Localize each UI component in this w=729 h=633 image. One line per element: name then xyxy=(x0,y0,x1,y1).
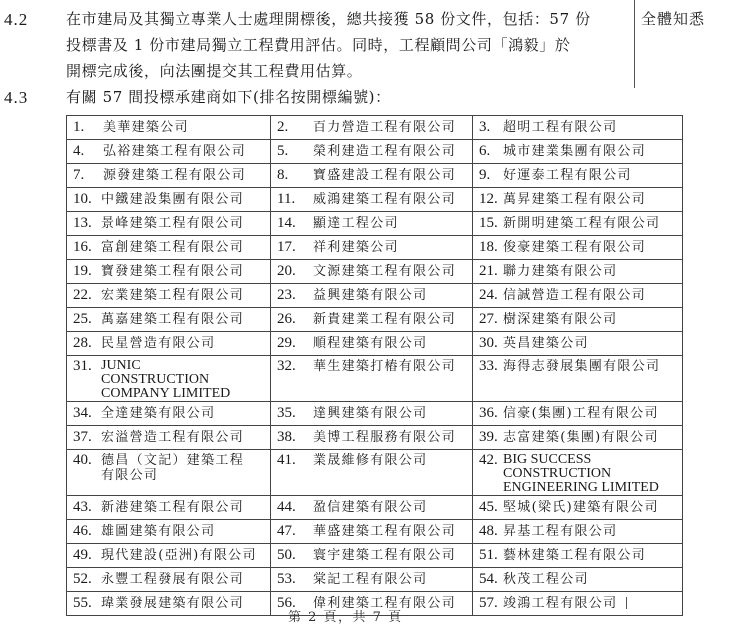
bidder-cell xyxy=(67,260,271,284)
bidder-name: 昇基工程有限公司 xyxy=(503,524,618,539)
bidder-number: 27. xyxy=(479,311,498,327)
bidder-name: 盈信建築有限公司 xyxy=(313,500,428,515)
bidder-cell xyxy=(473,260,683,284)
bidder-cell xyxy=(473,332,683,356)
table-row xyxy=(67,116,683,140)
section-4-3-heading xyxy=(66,84,636,110)
bidders-table-body xyxy=(67,116,683,616)
bidder-cell xyxy=(271,332,473,356)
bidder-number: 15. xyxy=(479,215,498,231)
bidder-name: 華盛建築工程有限公司 xyxy=(313,524,457,539)
bidder-number: 37. xyxy=(73,429,92,445)
table-row xyxy=(67,496,683,520)
bidder-name: 瑋業發展建築有限公司 xyxy=(101,596,245,611)
bidder-name: 景峰建築工程有限公司 xyxy=(101,216,245,231)
bidder-name: 現代建設(亞洲)有限公司 xyxy=(101,548,257,563)
bidder-number: 47. xyxy=(277,523,296,539)
bidder-cell xyxy=(67,496,271,520)
bidder-number: 8. xyxy=(277,167,289,183)
bidder-name: 富創建築工程有限公司 xyxy=(101,240,245,255)
bidder-cell xyxy=(67,284,271,308)
bidder-name: 信豪(集團)工程有限公司 xyxy=(503,406,659,421)
bidder-number: 25. xyxy=(73,311,92,327)
bidder-number: 43. xyxy=(73,499,92,515)
bidder-name: 聯力建築有限公司 xyxy=(503,264,618,279)
bidder-number: 31. xyxy=(73,358,92,374)
bidder-name: 達興建築有限公司 xyxy=(313,406,428,421)
bidder-name: 萬昇建築工程有限公司 xyxy=(503,192,647,207)
page-number: 第 2 頁，共 7 頁 xyxy=(288,610,403,625)
bidder-cell xyxy=(271,164,473,188)
bidder-name: 源發建築工程有限公司 xyxy=(103,168,247,183)
bidder-name: 新貴建業工程有限公司 xyxy=(313,312,457,327)
bidder-name: 偉利建築工程有限公司 xyxy=(313,596,457,611)
bidder-name: 民星營造有限公司 xyxy=(101,336,216,351)
bidder-number: 56. xyxy=(277,595,296,611)
table-row xyxy=(67,568,683,592)
bidder-number: 28. xyxy=(73,335,92,351)
bidder-cell xyxy=(473,140,683,164)
bidder-number: 45. xyxy=(479,499,498,515)
bidder-name: 俊豪建築工程有限公司 xyxy=(503,240,647,255)
bidder-number: 20. xyxy=(277,263,296,279)
bidder-name: 海得志發展集團有限公司 xyxy=(503,359,661,374)
section-number-4-3: 4.3 xyxy=(4,88,29,107)
bidder-number: 22. xyxy=(73,287,92,303)
bidder-number: 41. xyxy=(277,452,296,468)
bidder-number: 35. xyxy=(277,405,296,421)
bidder-name: 顯達工程公司 xyxy=(313,216,399,231)
bidder-number: 7. xyxy=(73,167,85,183)
paragraph-line: 在市建局及其獨立專業人士處理開標後，總共接獲 58 份文件，包括：57 份 xyxy=(66,10,591,28)
bidder-number: 48. xyxy=(479,523,498,539)
bidder-number: 2. xyxy=(277,119,289,135)
bidder-cell xyxy=(67,236,271,260)
bidder-name: 順程建築有限公司 xyxy=(313,336,428,351)
table-row xyxy=(67,212,683,236)
bidder-cell xyxy=(473,212,683,236)
table-row xyxy=(67,164,683,188)
bidder-number: 32. xyxy=(277,358,296,374)
bidder-name: JUNIC CONSTRUCTION COMPANY LIMITED xyxy=(101,358,231,401)
bidder-number: 54. xyxy=(479,571,498,587)
bidder-number: 44. xyxy=(277,499,296,515)
bidder-number: 12. xyxy=(479,191,498,207)
margin-tick xyxy=(626,597,627,609)
bidder-cell xyxy=(271,140,473,164)
bidder-number: 46. xyxy=(73,523,92,539)
bidder-cell xyxy=(473,568,683,592)
bidder-number: 19. xyxy=(73,263,92,279)
bidder-cell xyxy=(473,356,683,402)
bidder-cell xyxy=(67,164,271,188)
bidder-cell xyxy=(473,402,683,426)
bidder-cell xyxy=(473,496,683,520)
bidder-cell xyxy=(67,592,271,616)
bidder-number: 3. xyxy=(479,119,491,135)
bidder-cell xyxy=(271,212,473,236)
bidder-name: 業晟維修有限公司 xyxy=(313,453,428,468)
bidder-cell xyxy=(473,236,683,260)
bidders-table xyxy=(66,115,683,616)
bidder-name: 宏溢營造工程有限公司 xyxy=(101,430,245,445)
bidder-number: 42. xyxy=(479,452,498,468)
bidder-name: 百力營造工程有限公司 xyxy=(313,120,457,135)
bidder-number: 13. xyxy=(73,215,92,231)
bidder-number: 53. xyxy=(277,571,296,587)
bidder-cell xyxy=(473,450,683,496)
bidder-cell xyxy=(271,356,473,402)
bidder-number: 40. xyxy=(73,452,92,468)
bidder-name: 藝林建築工程有限公司 xyxy=(503,548,647,563)
table-row xyxy=(67,450,683,496)
bidder-name: 寶盛建設工程有限公司 xyxy=(313,168,457,183)
table-row xyxy=(67,140,683,164)
bidder-cell xyxy=(473,308,683,332)
bidder-number: 57. xyxy=(479,595,498,611)
bidder-number: 38. xyxy=(277,429,296,445)
section-4-3-text: 有關 57 間投標承建商如下(排名按開標編號)： xyxy=(66,88,391,106)
bidder-name: 好運泰工程有限公司 xyxy=(503,168,632,183)
bidder-name: 寰宇建築工程有限公司 xyxy=(313,548,457,563)
bidder-number: 29. xyxy=(277,335,296,351)
bidder-cell xyxy=(271,308,473,332)
bidder-number: 11. xyxy=(277,191,296,207)
column-divider xyxy=(634,0,635,88)
bidder-name: 城市建業集團有限公司 xyxy=(503,144,647,159)
bidder-name: 萬嘉建築工程有限公司 xyxy=(101,312,245,327)
bidder-number: 10. xyxy=(73,191,92,207)
bidder-number: 4. xyxy=(73,143,85,159)
bidder-cell xyxy=(473,284,683,308)
bidder-cell xyxy=(67,188,271,212)
bidder-cell xyxy=(67,212,271,236)
bidder-number: 33. xyxy=(479,358,498,374)
bidder-number: 21. xyxy=(479,263,498,279)
bidder-cell xyxy=(473,116,683,140)
bidder-cell xyxy=(271,426,473,450)
bidder-name: 新港建築工程有限公司 xyxy=(101,500,245,515)
bidder-number: 34. xyxy=(73,405,92,421)
bidder-cell xyxy=(67,308,271,332)
bidder-cell xyxy=(271,284,473,308)
bidder-name: 棠記工程有限公司 xyxy=(313,572,428,587)
bidder-name: 中鐵建設集團有限公司 xyxy=(101,192,245,207)
bidder-cell xyxy=(473,544,683,568)
bidder-cell xyxy=(271,236,473,260)
bidder-cell xyxy=(67,140,271,164)
bidder-cell xyxy=(271,402,473,426)
bidder-name: 竣鴻工程有限公司 xyxy=(503,596,618,611)
bidder-number: 23. xyxy=(277,287,296,303)
bidder-number: 24. xyxy=(479,287,498,303)
bidder-number: 5. xyxy=(277,143,289,159)
bidder-cell xyxy=(67,332,271,356)
table-row xyxy=(67,188,683,212)
bidder-number: 17. xyxy=(277,239,296,255)
bidder-cell xyxy=(473,426,683,450)
table-row xyxy=(67,402,683,426)
section-number-4-2: 4.2 xyxy=(4,10,29,29)
bidder-name: 信誠營造工程有限公司 xyxy=(503,288,647,303)
bidder-number: 36. xyxy=(479,405,498,421)
bidder-name: BIG SUCCESS CONSTRUCTION ENGINEERING LIMITED xyxy=(503,452,659,495)
bidder-number: 9. xyxy=(479,167,491,183)
table-row xyxy=(67,284,683,308)
bidder-cell xyxy=(67,402,271,426)
bidder-name: 樹深建築有限公司 xyxy=(503,312,618,327)
bidder-cell xyxy=(271,568,473,592)
bidder-name: 弘裕建築工程有限公司 xyxy=(103,144,247,159)
bidder-cell xyxy=(473,520,683,544)
bidder-cell xyxy=(67,520,271,544)
bidder-cell xyxy=(271,116,473,140)
bidder-number: 30. xyxy=(479,335,498,351)
bidder-cell xyxy=(67,544,271,568)
paragraph-line: 開標完成後，向法團提交其工程費用估算。 xyxy=(66,62,363,80)
table-row xyxy=(67,332,683,356)
section-4-2-paragraph xyxy=(66,6,636,84)
bidder-name: 美華建築公司 xyxy=(103,120,189,135)
bidder-number: 49. xyxy=(73,547,92,563)
bidder-name: 新開明建築工程有限公司 xyxy=(503,216,661,231)
bidder-number: 18. xyxy=(479,239,498,255)
bidder-cell xyxy=(271,260,473,284)
bidder-name: 志富建築(集團)有限公司 xyxy=(503,430,659,445)
bidder-number: 50. xyxy=(277,547,296,563)
paragraph-line: 投標書及 1 份市建局獨立工程費用評估。同時，工程顧問公司「鴻毅」於 xyxy=(66,36,571,54)
bidder-cell xyxy=(271,520,473,544)
table-row xyxy=(67,356,683,402)
bidder-name: 永豐工程發展有限公司 xyxy=(101,572,245,587)
bidder-number: 6. xyxy=(479,143,491,159)
bidder-cell xyxy=(473,164,683,188)
bidder-number: 55. xyxy=(73,595,92,611)
bidder-name: 祥利建築公司 xyxy=(313,240,399,255)
bidder-cell xyxy=(67,426,271,450)
bidder-name: 美博工程服務有限公司 xyxy=(313,430,457,445)
bidder-number: 1. xyxy=(73,119,85,135)
table-row xyxy=(67,520,683,544)
bidder-cell xyxy=(271,188,473,212)
bidder-cell xyxy=(271,450,473,496)
bidder-cell xyxy=(67,450,271,496)
bidder-name: 益興建築有限公司 xyxy=(313,288,428,303)
bidder-cell xyxy=(67,356,271,402)
bidder-number: 52. xyxy=(73,571,92,587)
bidder-name: 宏業建築工程有限公司 xyxy=(101,288,245,303)
table-row xyxy=(67,544,683,568)
bidder-cell xyxy=(271,544,473,568)
table-row xyxy=(67,308,683,332)
bidder-name: 全達建築有限公司 xyxy=(101,406,216,421)
bidder-name: 堅城(梁氏)建築有限公司 xyxy=(503,500,659,515)
bidder-name: 雄圖建築有限公司 xyxy=(101,524,216,539)
bidder-cell xyxy=(67,568,271,592)
bidder-name: 華生建築打樁有限公司 xyxy=(313,359,457,374)
bidder-cell xyxy=(67,116,271,140)
table-row xyxy=(67,260,683,284)
bidder-cell xyxy=(271,496,473,520)
action-note: 全體知悉 xyxy=(641,10,706,28)
table-row xyxy=(67,426,683,450)
bidder-name: 威鴻建築工程有限公司 xyxy=(313,192,457,207)
bidder-name: 超明工程有限公司 xyxy=(503,120,618,135)
bidder-cell xyxy=(473,188,683,212)
table-row xyxy=(67,236,683,260)
bidder-cell xyxy=(473,592,683,616)
bidder-name: 寶發建築工程有限公司 xyxy=(101,264,245,279)
bidder-name: 德昌（文記）建築工程有限公司 xyxy=(101,453,245,483)
bidder-number: 39. xyxy=(479,429,498,445)
bidder-name: 榮利建造工程有限公司 xyxy=(313,144,457,159)
bidder-number: 16. xyxy=(73,239,92,255)
bidder-number: 14. xyxy=(277,215,296,231)
bidder-number: 26. xyxy=(277,311,296,327)
bidder-name: 文源建築工程有限公司 xyxy=(313,264,457,279)
bidder-number: 51. xyxy=(479,547,498,563)
bidder-name: 英昌建築公司 xyxy=(503,336,589,351)
bidder-name: 秋茂工程公司 xyxy=(503,572,589,587)
